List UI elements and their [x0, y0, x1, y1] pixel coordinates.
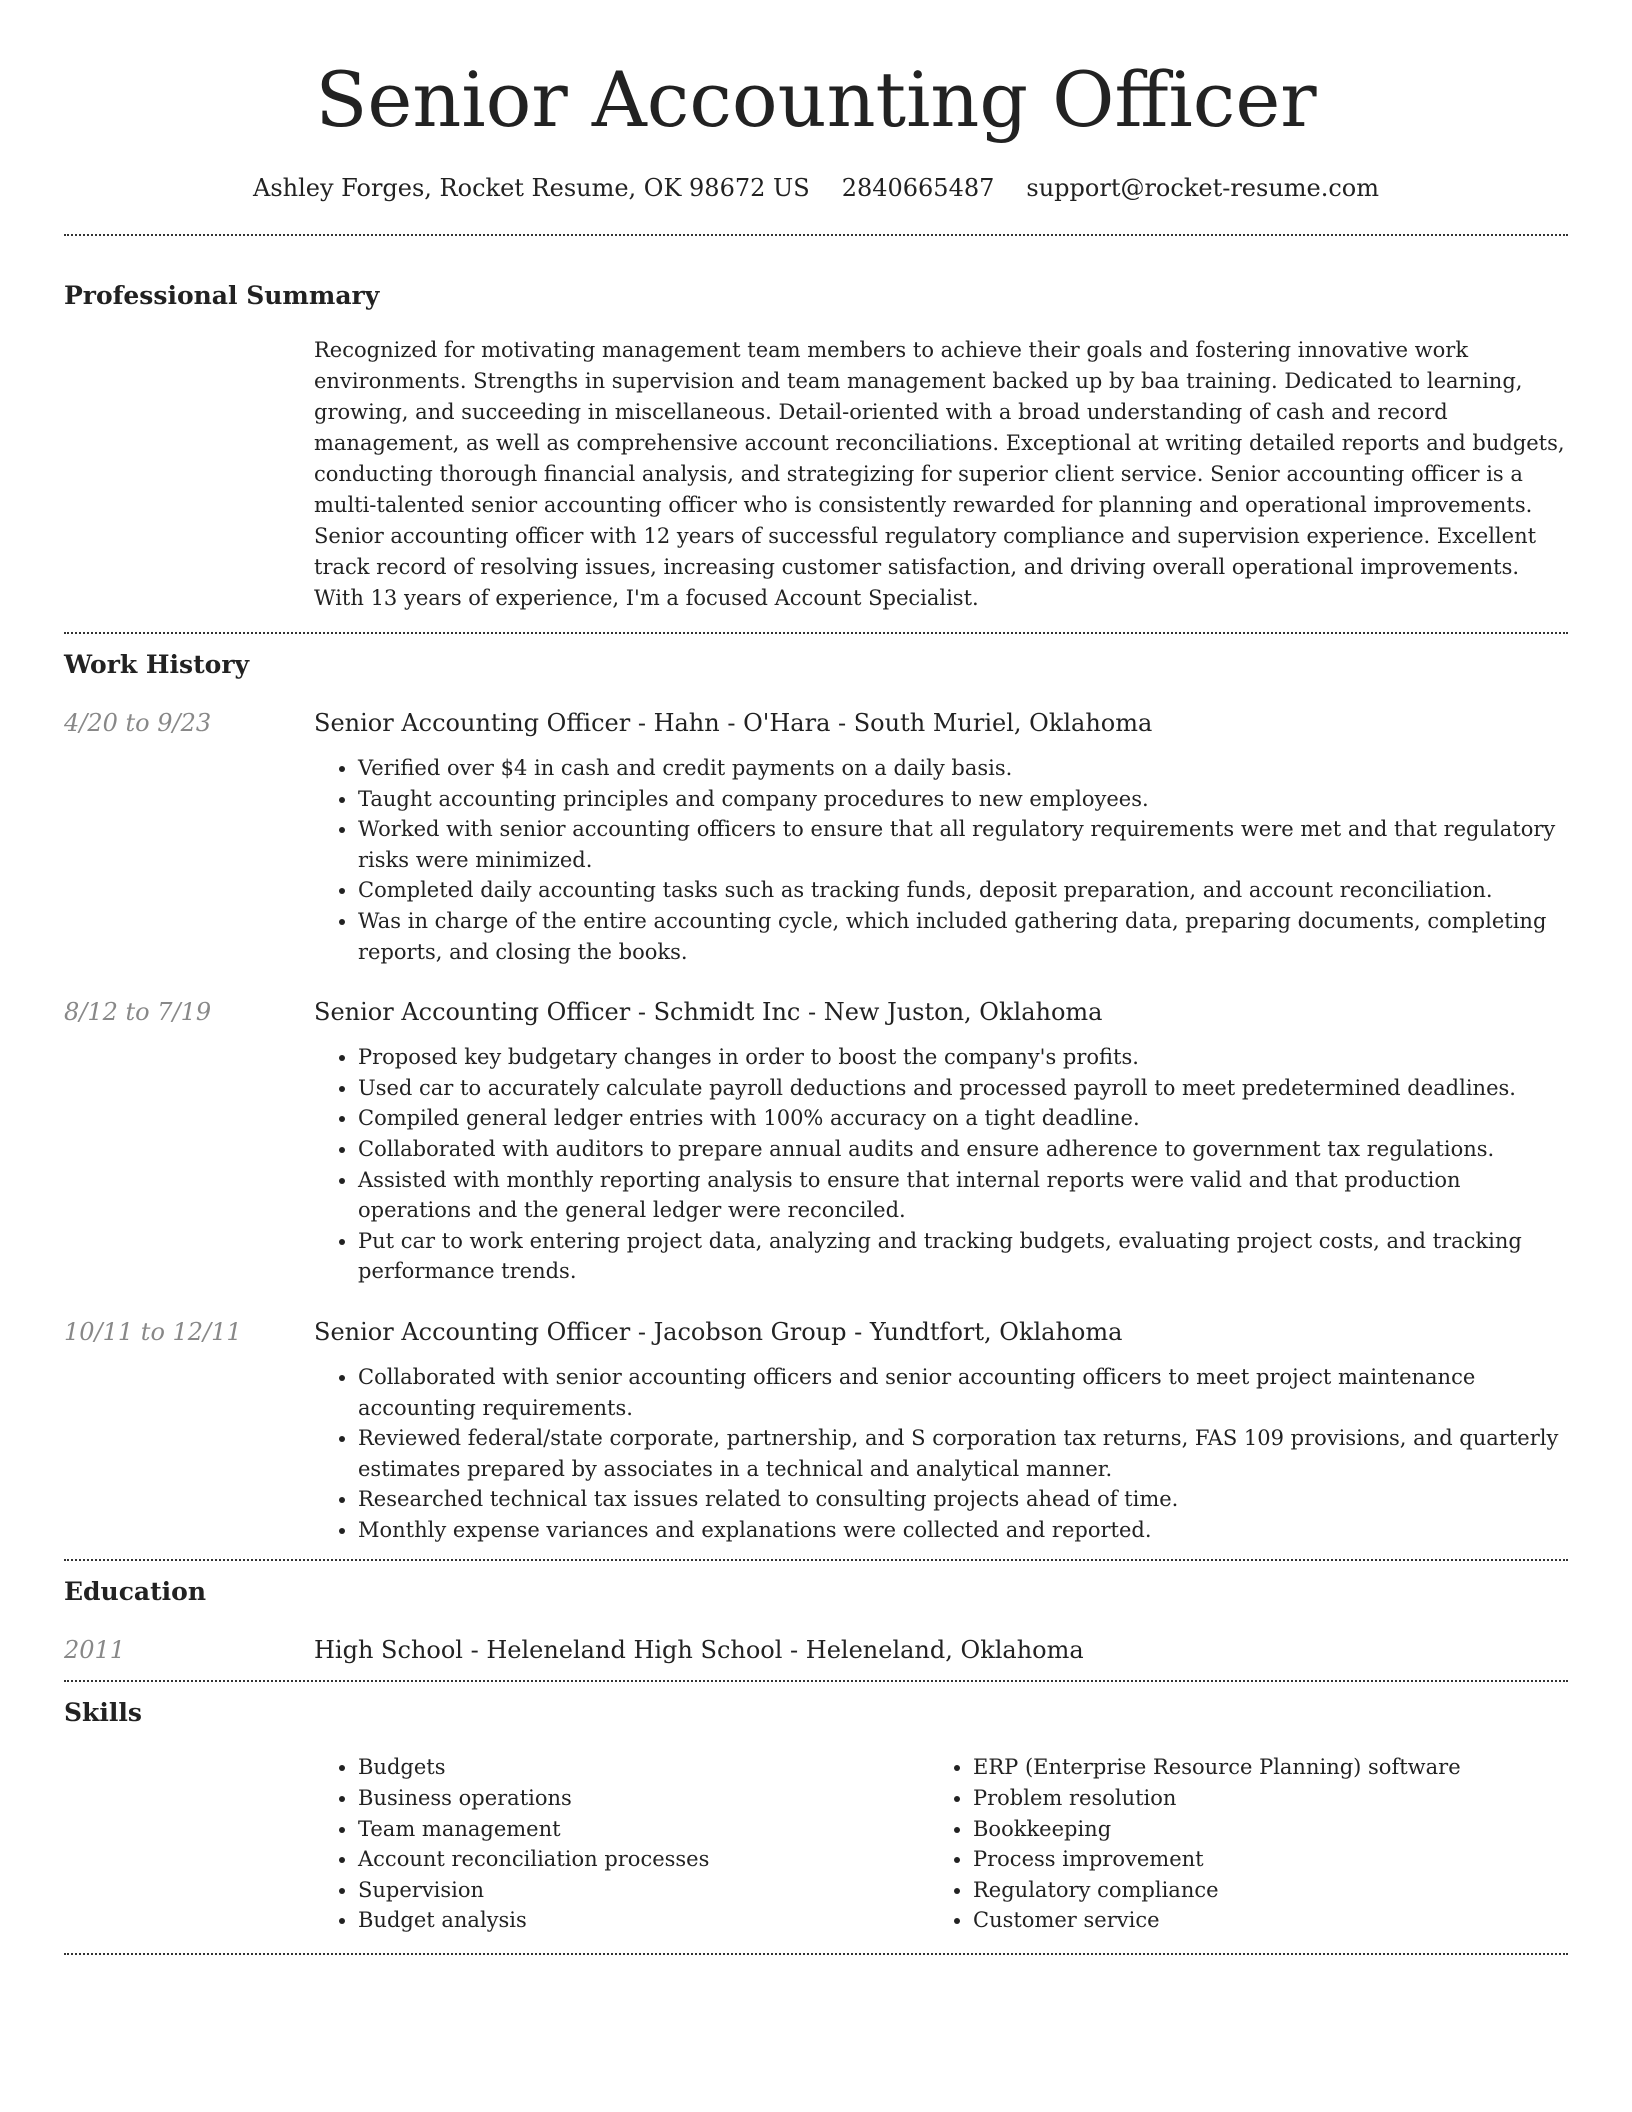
job-entry [64, 704, 1568, 967]
education-section [64, 1573, 1568, 1680]
divider [64, 234, 1568, 236]
skills-bullets [358, 1752, 929, 1936]
skill-item: • Customer service [973, 1905, 1544, 1936]
skill-item: • Business operations [358, 1783, 929, 1814]
skill-item: • Bookkeeping [973, 1814, 1544, 1845]
skill-item: • Budget analysis [358, 1905, 929, 1936]
skill-item: • Team management [358, 1814, 929, 1845]
job-bullet: • Collaborated with senior accounting officers and senior accounting officers to meet project maintenance accounting requirements. [358, 1362, 1568, 1423]
skills-heading: Skills [64, 1698, 142, 1728]
skill-item: • Supervision [358, 1875, 929, 1906]
education-date: 2011 [64, 1636, 126, 1665]
job-bullet: • Completed daily accounting tasks such as tracking funds, deposit preparation, and account reconciliation. [358, 875, 1568, 906]
job-bullet: • Worked with senior accounting officers to ensure that all regulatory requirements were met and that regulatory risks were minimized. [358, 814, 1568, 875]
skill-item: • Problem resolution [973, 1783, 1544, 1814]
divider [64, 1680, 1568, 1682]
summary-heading: Professional Summary [64, 281, 380, 310]
job-bullet: • Monthly expense variances and explanations were collected and reported. [358, 1515, 1568, 1546]
job-bullets [358, 753, 1568, 967]
work-history-heading: Work History [64, 650, 250, 679]
education-entry [64, 1631, 1568, 1680]
skills-section [64, 1694, 1568, 1953]
skill-item: • Account reconciliation processes [358, 1844, 929, 1875]
job-bullets [358, 1042, 1568, 1287]
job-dates: 8/12 to 7/19 [64, 998, 212, 1027]
skill-item: • Regulatory compliance [973, 1875, 1544, 1906]
skills-column-left [314, 1752, 929, 1936]
summary-section [64, 277, 1568, 632]
job-title: Senior Accounting Officer - Jacobson Group - Yundtfort, Oklahoma [314, 1317, 1123, 1346]
job-bullet: • Was in charge of the entire accounting cycle, which included gathering data, preparing documents, completing reports, and closing the books. [358, 906, 1568, 967]
skill-item: • Process improvement [973, 1844, 1544, 1875]
education-title: High School - Heleneland High School - Heleneland, Oklahoma [314, 1636, 1084, 1665]
skill-item: • Budgets [358, 1752, 929, 1783]
divider [64, 1559, 1568, 1561]
contact-line [64, 168, 1568, 208]
job-bullet: • Assisted with monthly reporting analysis to ensure that internal reports were valid and that production operations and the general ledger were reconciled. [358, 1165, 1568, 1226]
skills-column-right [929, 1752, 1544, 1936]
job-body [314, 704, 1568, 967]
job-bullet: • Proposed key budgetary changes in order to boost the company's profits. [358, 1042, 1568, 1073]
resume-title: Senior Accounting Officer [315, 55, 1317, 144]
work-history-section [64, 646, 1568, 1559]
divider [64, 1953, 1568, 1955]
divider [64, 632, 1568, 634]
job-bullet: • Verified over $4 in cash and credit payments on a daily basis. [358, 753, 1568, 784]
skills-list [314, 1752, 1568, 1953]
education-body [314, 1631, 1568, 1669]
skill-item: • ERP (Enterprise Resource Planning) software [973, 1752, 1544, 1783]
job-body [314, 1313, 1568, 1546]
job-bullet: • Taught accounting principles and company procedures to new employees. [358, 784, 1568, 815]
job-bullet: • Collaborated with auditors to prepare annual audits and ensure adherence to government tax regulations. [358, 1134, 1568, 1165]
job-bullet: • Used car to accurately calculate payroll deductions and processed payroll to meet predetermined deadlines. [358, 1073, 1568, 1104]
job-entry [64, 993, 1568, 1287]
job-entry [64, 1313, 1568, 1546]
skills-bullets [973, 1752, 1544, 1936]
contact-address: Ashley Forges, Rocket Resume, OK 98672 US [252, 174, 810, 202]
job-title: Senior Accounting Officer - Hahn - O'Hara - South Muriel, Oklahoma [314, 709, 1153, 737]
job-body [314, 993, 1568, 1287]
job-bullet: • Compiled general ledger entries with 100% accuracy on a tight deadline. [358, 1103, 1568, 1134]
job-bullets [358, 1362, 1568, 1546]
summary-text: Recognized for motivating management team members to achieve their goals and fostering innovative work environments. Strengths in supervision and team management backed up by baa training. Dedicated to learning, growing, and succeeding in miscellaneous. Detail-oriented with a broad understanding of cash and record management, as well as comprehensive account reconciliations. Exceptional at writing detailed reports and budgets, conducting thorough financial analysis, and strategizing for superior client service. Senior accounting officer is a multi-talented senior accounting officer who is consistently rewarded for planning and operational improvements. Senior accounting officer with 12 years of successful regulatory compliance and supervision experience. Excellent track record of resolving issues, increasing customer satisfaction, and driving overall operational improvements. With 13 years of experience, I'm a focused Account Specialist. [314, 338, 1565, 610]
contact-email: support@rocket-resume.com [1026, 174, 1380, 202]
job-title: Senior Accounting Officer - Schmidt Inc - New Juston, Oklahoma [314, 998, 1103, 1027]
job-bullet: • Researched technical tax issues related to consulting projects ahead of time. [358, 1484, 1568, 1515]
education-heading: Education [64, 1577, 207, 1607]
job-bullet: • Reviewed federal/state corporate, partnership, and S corporation tax returns, FAS 109 provisions, and quarterly estimates prepared by associates in a technical and analytical manner. [358, 1423, 1568, 1484]
job-dates: 10/11 to 12/11 [64, 1317, 242, 1346]
job-dates: 4/20 to 9/23 [64, 709, 212, 737]
contact-phone: 2840665487 [841, 174, 995, 202]
job-bullet: • Put car to work entering project data, analyzing and tracking budgets, evaluating project costs, and tracking performance trends. [358, 1226, 1568, 1287]
